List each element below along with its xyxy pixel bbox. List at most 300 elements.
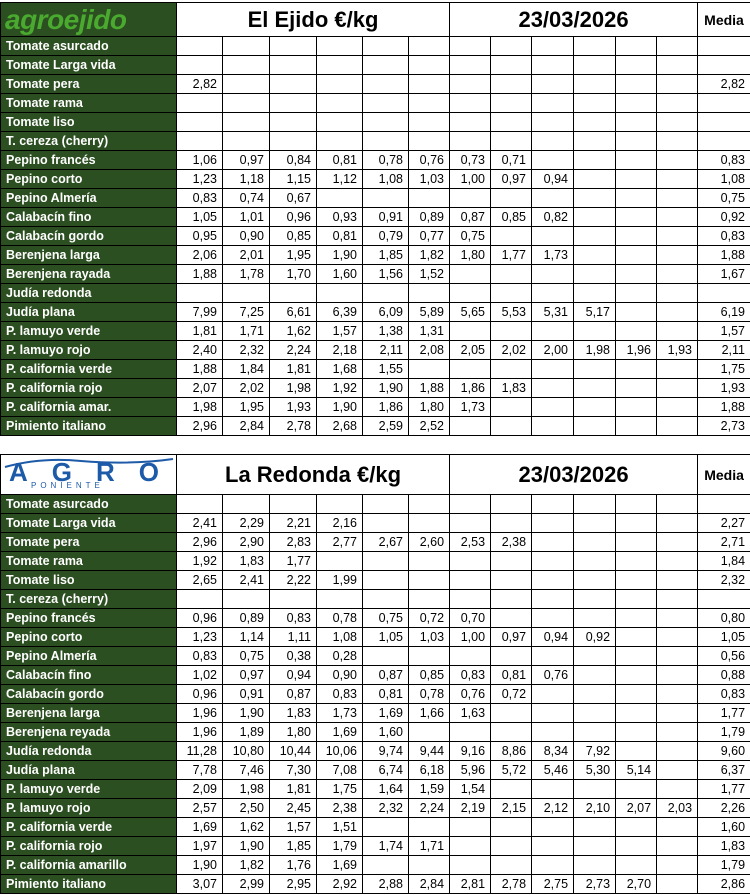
price-table-el-ejido <box>0 2 750 436</box>
price-cell <box>270 37 317 56</box>
price-cell: 1,15 <box>270 170 317 189</box>
price-cell: 0,93 <box>317 208 363 227</box>
media-cell: 1,57 <box>698 322 750 341</box>
price-cell <box>532 723 574 742</box>
price-cell <box>491 56 532 75</box>
price-cell <box>491 398 532 417</box>
price-cell: 0,75 <box>363 609 409 628</box>
price-cell <box>532 495 574 514</box>
product-label: Berenjena rayada <box>1 265 177 284</box>
price-cell: 0,78 <box>317 609 363 628</box>
price-cell: 8,86 <box>491 742 532 761</box>
price-cell: 2,59 <box>363 417 409 436</box>
price-cell: 5,30 <box>574 761 616 780</box>
price-cell: 1,06 <box>177 151 223 170</box>
price-cell <box>532 360 574 379</box>
price-cell <box>491 552 532 571</box>
product-label: Judía redonda <box>1 742 177 761</box>
price-cell <box>223 284 270 303</box>
media-cell: 1,67 <box>698 265 750 284</box>
product-label: P. california rojo <box>1 837 177 856</box>
price-cell: 1,63 <box>450 704 491 723</box>
price-cell: 1,23 <box>177 628 223 647</box>
price-cell: 1,92 <box>177 552 223 571</box>
price-cell <box>270 56 317 75</box>
table-row <box>1 132 750 151</box>
price-cell <box>223 132 270 151</box>
product-label: P. california amar. <box>1 398 177 417</box>
price-cell <box>574 246 616 265</box>
price-cell <box>177 94 223 113</box>
agroponiente-logo-text: AGRO <box>9 457 159 487</box>
price-cell <box>409 132 450 151</box>
price-cell: 0,83 <box>270 609 317 628</box>
date-label: 23/03/2026 <box>450 455 698 495</box>
product-label: Berenjena reyada <box>1 723 177 742</box>
price-cell <box>657 590 698 609</box>
table-row <box>1 246 750 265</box>
price-cell: 1,60 <box>363 723 409 742</box>
product-label: Calabacín gordo <box>1 227 177 246</box>
table-row <box>1 704 750 723</box>
media-cell: 0,92 <box>698 208 750 227</box>
price-cell <box>363 514 409 533</box>
price-cell: 1,82 <box>409 246 450 265</box>
price-cell <box>491 417 532 436</box>
price-cell <box>317 37 363 56</box>
price-cell <box>409 723 450 742</box>
table-row <box>1 94 750 113</box>
price-cell <box>657 37 698 56</box>
price-cell: 1,80 <box>450 246 491 265</box>
price-cell <box>491 113 532 132</box>
media-cell <box>698 495 750 514</box>
price-cell <box>616 742 657 761</box>
table-row <box>1 875 750 894</box>
media-cell <box>698 132 750 151</box>
price-cell: 2,07 <box>616 799 657 818</box>
price-cell <box>657 151 698 170</box>
price-cell: 2,67 <box>363 533 409 552</box>
price-cell: 0,81 <box>491 666 532 685</box>
price-cell <box>616 666 657 685</box>
price-cell <box>177 132 223 151</box>
price-cell <box>616 227 657 246</box>
price-cell <box>450 360 491 379</box>
product-label: Pimiento italiano <box>1 875 177 894</box>
price-cell: 0,70 <box>450 609 491 628</box>
price-cell <box>532 132 574 151</box>
price-cell <box>657 322 698 341</box>
price-cell <box>657 552 698 571</box>
price-cell <box>450 132 491 151</box>
table-row <box>1 37 750 56</box>
product-label: P. california amarillo <box>1 856 177 875</box>
product-label: Pepino Almería <box>1 189 177 208</box>
price-cell <box>491 818 532 837</box>
price-cell <box>657 818 698 837</box>
price-cell: 0,76 <box>532 666 574 685</box>
price-cell: 2,12 <box>532 799 574 818</box>
media-cell: 0,83 <box>698 685 750 704</box>
price-cell: 0,94 <box>270 666 317 685</box>
product-label: Tomate rama <box>1 552 177 571</box>
price-cell <box>657 56 698 75</box>
price-cell: 1,80 <box>270 723 317 742</box>
price-cell <box>363 94 409 113</box>
price-cell: 2,22 <box>270 571 317 590</box>
price-cell: 1,83 <box>223 552 270 571</box>
price-cell: 1,64 <box>363 780 409 799</box>
price-cell <box>409 552 450 571</box>
media-cell: 0,75 <box>698 189 750 208</box>
price-cell <box>574 704 616 723</box>
price-cell: 5,31 <box>532 303 574 322</box>
price-cell <box>657 94 698 113</box>
price-cell: 1,93 <box>270 398 317 417</box>
media-cell: 1,79 <box>698 856 750 875</box>
product-label: Calabacín fino <box>1 208 177 227</box>
price-cell: 1,97 <box>177 837 223 856</box>
price-cell: 5,72 <box>491 761 532 780</box>
media-cell: 0,56 <box>698 647 750 666</box>
price-cell <box>657 780 698 799</box>
price-cell: 2,07 <box>177 379 223 398</box>
price-cell <box>532 571 574 590</box>
product-label: T. cereza (cherry) <box>1 590 177 609</box>
price-cell <box>491 189 532 208</box>
price-cell: 1,96 <box>177 704 223 723</box>
price-cell <box>363 818 409 837</box>
price-cell <box>450 37 491 56</box>
price-cell: 0,71 <box>491 151 532 170</box>
media-cell <box>698 94 750 113</box>
price-cell <box>574 322 616 341</box>
price-cell: 5,53 <box>491 303 532 322</box>
price-cell: 2,65 <box>177 571 223 590</box>
price-cell: 0,97 <box>223 666 270 685</box>
table-row <box>1 75 750 94</box>
price-cell <box>574 533 616 552</box>
price-cell <box>270 284 317 303</box>
price-cell: 2,90 <box>223 533 270 552</box>
product-label: Calabacín gordo <box>1 685 177 704</box>
price-cell <box>574 379 616 398</box>
price-cell <box>616 685 657 704</box>
price-cell <box>491 495 532 514</box>
product-label: Pepino corto <box>1 170 177 189</box>
table-row <box>1 208 750 227</box>
price-cell: 1,56 <box>363 265 409 284</box>
price-cell: 1,03 <box>409 628 450 647</box>
price-cell: 1,38 <box>363 322 409 341</box>
price-cell <box>491 571 532 590</box>
price-cell: 2,40 <box>177 341 223 360</box>
table-row <box>1 799 750 818</box>
price-cell: 2,41 <box>177 514 223 533</box>
price-cell <box>317 113 363 132</box>
product-label: Tomate rama <box>1 94 177 113</box>
market-title: La Redonda €/kg <box>177 455 450 495</box>
price-cell <box>574 94 616 113</box>
price-cell <box>363 189 409 208</box>
price-cell <box>657 208 698 227</box>
price-cell <box>491 37 532 56</box>
price-cell: 0,97 <box>223 151 270 170</box>
price-cell <box>363 132 409 151</box>
price-cell <box>409 75 450 94</box>
market-title: El Ejido €/kg <box>177 3 450 37</box>
price-cell: 1,93 <box>657 341 698 360</box>
price-cell: 1,85 <box>363 246 409 265</box>
table-row <box>1 552 750 571</box>
price-cell: 5,96 <box>450 761 491 780</box>
price-cell: 1,84 <box>223 360 270 379</box>
media-cell: 1,83 <box>698 837 750 856</box>
price-cell: 2,96 <box>177 533 223 552</box>
price-cell: 2,73 <box>574 875 616 894</box>
price-cell: 1,88 <box>177 360 223 379</box>
price-cell <box>450 552 491 571</box>
price-cell <box>532 609 574 628</box>
price-cell <box>616 818 657 837</box>
price-cell: 2,32 <box>363 799 409 818</box>
price-cell: 2,41 <box>223 571 270 590</box>
price-cell <box>657 227 698 246</box>
price-cell <box>532 514 574 533</box>
price-cell <box>491 837 532 856</box>
price-cell: 1,68 <box>317 360 363 379</box>
price-cell <box>616 360 657 379</box>
price-cell <box>450 837 491 856</box>
media-cell: 1,77 <box>698 780 750 799</box>
price-cell: 1,31 <box>409 322 450 341</box>
price-cell <box>574 360 616 379</box>
price-cell <box>616 514 657 533</box>
price-cell: 0,91 <box>223 685 270 704</box>
price-cell <box>532 647 574 666</box>
product-label: Judía redonda <box>1 284 177 303</box>
price-cell <box>363 647 409 666</box>
price-cell: 10,80 <box>223 742 270 761</box>
price-cell: 1,82 <box>223 856 270 875</box>
agroponiente-logo-graphic <box>1 455 177 489</box>
price-cell <box>532 818 574 837</box>
price-cell: 1,11 <box>270 628 317 647</box>
price-cell <box>574 113 616 132</box>
price-cell: 2,00 <box>532 341 574 360</box>
price-cell <box>409 94 450 113</box>
price-cell <box>532 189 574 208</box>
product-label: Pepino francés <box>1 151 177 170</box>
price-cell: 1,00 <box>450 170 491 189</box>
price-cell: 0,75 <box>450 227 491 246</box>
price-cell: 0,94 <box>532 628 574 647</box>
price-cell <box>223 94 270 113</box>
media-cell: 2,26 <box>698 799 750 818</box>
price-cell: 0,96 <box>270 208 317 227</box>
price-cell: 7,46 <box>223 761 270 780</box>
price-cell: 2,77 <box>317 533 363 552</box>
price-cell <box>616 609 657 628</box>
price-cell <box>450 189 491 208</box>
price-cell <box>574 685 616 704</box>
price-cell: 2,81 <box>450 875 491 894</box>
price-cell: 1,74 <box>363 837 409 856</box>
price-cell <box>317 132 363 151</box>
price-cell: 1,95 <box>270 246 317 265</box>
product-label: T. cereza (cherry) <box>1 132 177 151</box>
price-cell: 1,88 <box>177 265 223 284</box>
table-row <box>1 514 750 533</box>
table-row <box>1 56 750 75</box>
price-cell <box>616 75 657 94</box>
price-cell <box>450 113 491 132</box>
price-cell <box>450 647 491 666</box>
price-cell <box>657 75 698 94</box>
price-cell <box>532 398 574 417</box>
price-cell <box>409 37 450 56</box>
price-cell <box>491 132 532 151</box>
table-row <box>1 685 750 704</box>
media-cell: 1,08 <box>698 170 750 189</box>
price-cell: 0,97 <box>491 628 532 647</box>
table-row <box>1 780 750 799</box>
price-cell: 1,86 <box>363 398 409 417</box>
table-row <box>1 360 750 379</box>
agroejido-logo-text: agroejido <box>5 3 127 35</box>
price-cell: 2,50 <box>223 799 270 818</box>
price-cell: 1,83 <box>491 379 532 398</box>
price-cell <box>657 284 698 303</box>
price-cell: 1,86 <box>450 379 491 398</box>
price-cell <box>574 780 616 799</box>
price-cell <box>616 322 657 341</box>
table-row <box>1 417 750 436</box>
media-cell: 6,19 <box>698 303 750 322</box>
media-cell <box>698 590 750 609</box>
price-cell <box>450 265 491 284</box>
price-cell: 2,15 <box>491 799 532 818</box>
product-label: Calabacín fino <box>1 666 177 685</box>
price-cell: 1,98 <box>270 379 317 398</box>
price-cell <box>409 360 450 379</box>
price-cell: 2,05 <box>450 341 491 360</box>
table-row <box>1 723 750 742</box>
price-cell: 2,03 <box>657 799 698 818</box>
price-cell <box>363 284 409 303</box>
price-cell <box>317 590 363 609</box>
price-cell <box>363 113 409 132</box>
product-label: P. lamuyo verde <box>1 780 177 799</box>
price-cell <box>616 398 657 417</box>
price-cell <box>491 704 532 723</box>
price-cell <box>657 360 698 379</box>
price-cell <box>409 189 450 208</box>
product-label: P. lamuyo rojo <box>1 799 177 818</box>
table-row <box>1 113 750 132</box>
price-cell: 1,90 <box>223 837 270 856</box>
price-cell <box>223 113 270 132</box>
product-label: Pimiento italiano <box>1 417 177 436</box>
price-cell: 0,78 <box>363 151 409 170</box>
table-row <box>1 818 750 837</box>
media-cell: 2,32 <box>698 571 750 590</box>
price-cell <box>616 417 657 436</box>
price-cell: 1,96 <box>616 341 657 360</box>
price-cell: 0,78 <box>409 685 450 704</box>
table-row <box>1 151 750 170</box>
price-cell: 2,06 <box>177 246 223 265</box>
price-cell: 0,85 <box>270 227 317 246</box>
price-cell <box>616 590 657 609</box>
price-cell <box>616 37 657 56</box>
price-cell: 2,78 <box>491 875 532 894</box>
table-row <box>1 398 750 417</box>
price-cell <box>616 132 657 151</box>
price-cell: 1,98 <box>177 398 223 417</box>
price-cell: 6,61 <box>270 303 317 322</box>
price-cell <box>657 303 698 322</box>
price-cell <box>450 322 491 341</box>
price-cell <box>574 189 616 208</box>
price-cell <box>270 113 317 132</box>
price-cell <box>450 723 491 742</box>
price-cell <box>450 818 491 837</box>
price-cell: 0,81 <box>363 685 409 704</box>
price-cell: 2,08 <box>409 341 450 360</box>
price-cell: 2,52 <box>409 417 450 436</box>
price-cell: 6,39 <box>317 303 363 322</box>
table-row <box>1 742 750 761</box>
table-row <box>1 341 750 360</box>
price-cell <box>574 590 616 609</box>
media-cell: 2,71 <box>698 533 750 552</box>
price-cell: 2,88 <box>363 875 409 894</box>
price-cell: 0,75 <box>223 647 270 666</box>
price-cell <box>491 360 532 379</box>
product-label: Tomate pera <box>1 75 177 94</box>
price-cell: 0,90 <box>223 227 270 246</box>
product-label: Pepino Almería <box>1 647 177 666</box>
price-cell: 1,66 <box>409 704 450 723</box>
price-cell: 1,05 <box>363 628 409 647</box>
price-cell <box>409 113 450 132</box>
price-cell <box>532 704 574 723</box>
price-cell: 2,10 <box>574 799 616 818</box>
price-cell: 0,28 <box>317 647 363 666</box>
price-cell: 2,68 <box>317 417 363 436</box>
price-cell: 1,14 <box>223 628 270 647</box>
price-cell <box>657 628 698 647</box>
media-cell: 6,37 <box>698 761 750 780</box>
table-row <box>1 265 750 284</box>
price-cell <box>616 56 657 75</box>
price-cell: 2,45 <box>270 799 317 818</box>
price-cell: 2,60 <box>409 533 450 552</box>
table-row <box>1 495 750 514</box>
price-cell <box>317 552 363 571</box>
media-cell: 1,79 <box>698 723 750 742</box>
price-cell: 0,82 <box>532 208 574 227</box>
price-cell: 0,76 <box>409 151 450 170</box>
price-cell: 5,89 <box>409 303 450 322</box>
product-label: P. lamuyo verde <box>1 322 177 341</box>
price-cell: 0,95 <box>177 227 223 246</box>
price-cell: 1,71 <box>223 322 270 341</box>
price-cell: 11,28 <box>177 742 223 761</box>
price-cell: 1,92 <box>317 379 363 398</box>
